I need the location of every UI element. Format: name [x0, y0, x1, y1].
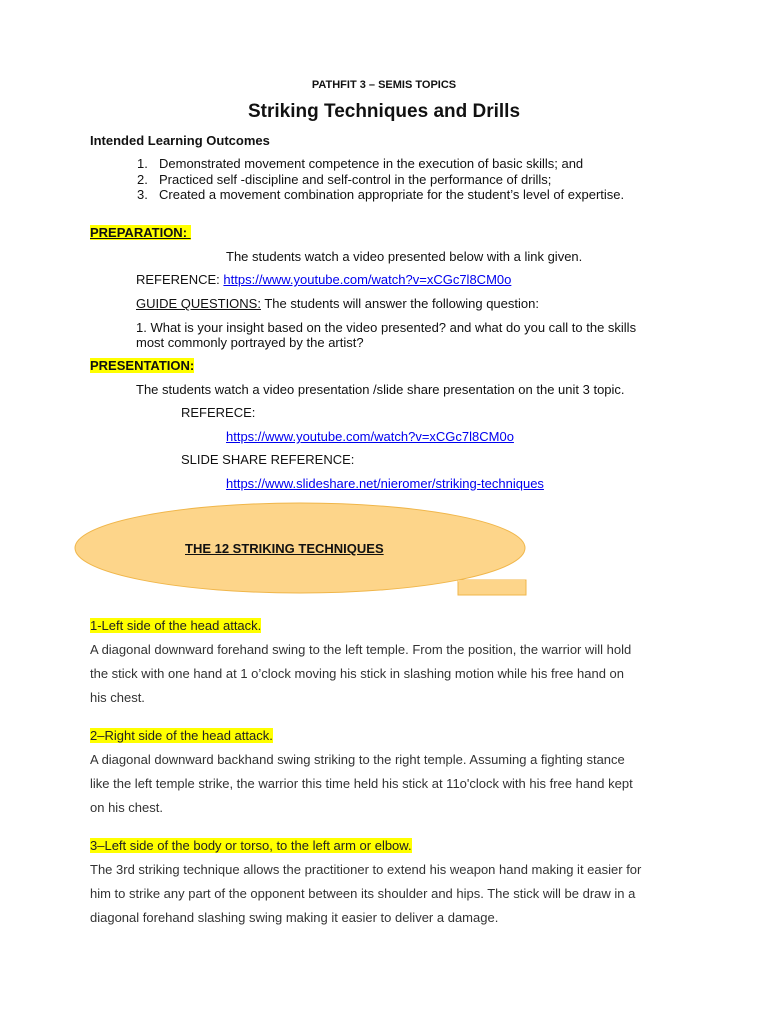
- reference-label: REFERENCE:: [136, 272, 220, 287]
- outcome-item: 2. Practiced self -discipline and self-control in the performance of drills;: [137, 171, 552, 187]
- guide-text: The students will answer the following question:: [264, 296, 539, 311]
- referece-link[interactable]: https://www.youtube.com/watch?v=xCGc7l8CM0o: [226, 429, 514, 444]
- technique-3-description: The 3rd striking technique allows the practitioner to extend his weapon hand making it easier for him to strike any part of the opponent between its shoulder and hips. The stick will be draw in a diagonal forehand slashing swing making it easier to deliver a damage.: [90, 862, 642, 925]
- preparation-heading: PREPARATION:: [90, 225, 191, 240]
- reference-link[interactable]: https://www.youtube.com/watch?v=xCGc7l8CM0o: [223, 272, 512, 287]
- question-line-2: most commonly portrayed by the artist?: [136, 335, 364, 350]
- slide-share-link[interactable]: https://www.slideshare.net/nieromer/striking-techniques: [226, 476, 544, 491]
- guide-label: GUIDE QUESTIONS:: [136, 296, 261, 311]
- outcomes-list: [90, 156, 624, 203]
- outcomes-heading: Intended Learning Outcomes: [90, 133, 270, 148]
- technique-1-description: A diagonal downward forehand swing to the left temple. From the position, the warrior will hold the stick with one hand at 1 o’clock moving his stick in slashing motion while his free hand on his chest.: [90, 642, 632, 705]
- technique-1-heading: 1-Left side of the head attack.: [90, 618, 262, 633]
- course-label: PATHFIT 3 – SEMIS TOPICS: [311, 79, 457, 91]
- callout-title: THE 12 STRIKING TECHNIQUES: [185, 541, 384, 556]
- outcome-item: 3. Created a movement combination appropriate for the student’s level of expertise.: [137, 187, 625, 202]
- technique-2-heading: 2–Right side of the head attack.: [90, 728, 273, 743]
- question-line-1: 1. What is your insight based on the video presented? and what do you call to the skills: [136, 320, 637, 335]
- slide-share-label: SLIDE SHARE REFERENCE:: [181, 452, 355, 467]
- referece-label: REFERECE:: [181, 405, 256, 420]
- presentation-intro: The students watch a video presentation /slide share presentation on the unit 3 topic.: [136, 382, 625, 397]
- preparation-intro: The students watch a video presented below with a link given.: [226, 249, 583, 264]
- outcome-item: 1. Demonstrated movement competence in the execution of basic skills; and: [137, 156, 584, 171]
- technique-3-heading: 3–Left side of the body or torso, to the left arm or elbow.: [90, 838, 412, 853]
- guide-questions: [136, 296, 539, 311]
- page-title: Striking Techniques and Drills: [247, 101, 521, 122]
- preparation-reference: [136, 272, 511, 287]
- technique-2-description: A diagonal downward backhand swing striking to the right temple. Assuming a fighting stance like the left temple strike, the warrior this time held his stick at 11o'clock with his free hand kept on his chest.: [90, 752, 633, 815]
- presentation-heading: PRESENTATION:: [90, 358, 195, 373]
- callout-tail: [458, 580, 526, 595]
